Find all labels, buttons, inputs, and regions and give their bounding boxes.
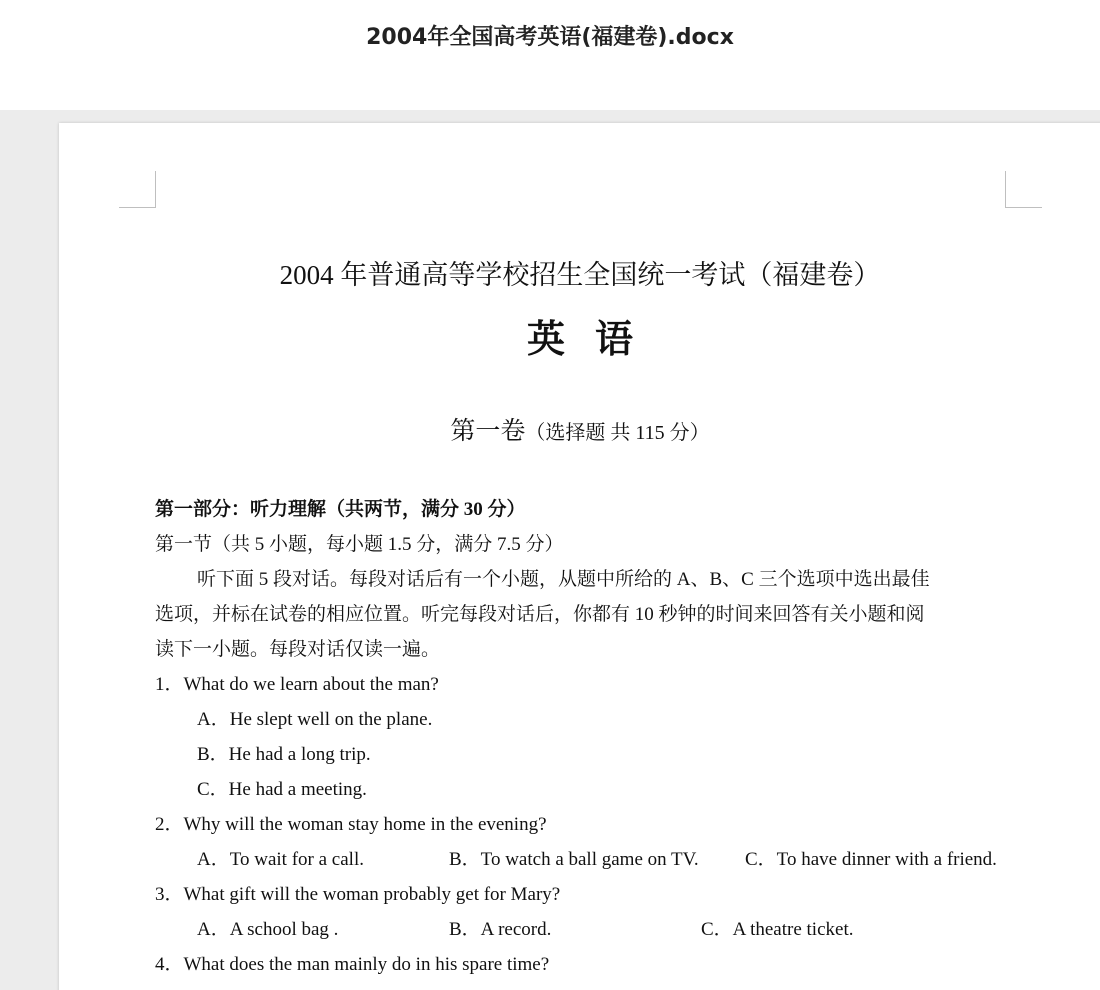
volume-heading bbox=[59, 411, 1100, 447]
question-2-option-c: C．To have dinner with a friend. bbox=[745, 849, 997, 870]
document-page bbox=[59, 123, 1100, 990]
document-viewer[interactable] bbox=[0, 110, 1100, 990]
question-1-option-b: B．He had a long trip. bbox=[197, 744, 371, 765]
question-3-option-c: C．A theatre ticket. bbox=[701, 919, 854, 940]
document-file-name: 2004年全国高考英语(福建卷).docx bbox=[366, 25, 734, 50]
question-3-option-b: B．A record. bbox=[449, 919, 552, 940]
question-2-stem: 2．Why will the woman stay home in the evening? bbox=[155, 814, 547, 835]
volume-note: （选择题 共 115 分） bbox=[525, 422, 710, 444]
question-3-stem: 3．What gift will the woman probably get for Mary? bbox=[155, 884, 561, 905]
section-heading: 第一节（共 5 小题，每小题 1.5 分，满分 7.5 分） bbox=[155, 534, 564, 555]
instructions-line-2: 选项，并标在试卷的相应位置。听完每段对话后，你都有 10 秒钟的时间来回答有关小题和阅 bbox=[155, 604, 925, 625]
instructions-line-1: 听下面 5 段对话。每段对话后有一个小题，从题中所给的 A、B、C 三个选项中选出最佳 bbox=[197, 569, 930, 590]
title-bar bbox=[0, 0, 1100, 110]
question-3-option-a: A．A school bag . bbox=[197, 919, 339, 940]
crop-mark-top-right bbox=[1005, 171, 1042, 208]
volume-label: 第一卷 bbox=[450, 418, 526, 445]
question-1-option-a: A．He slept well on the plane. bbox=[197, 709, 433, 730]
question-2-option-a: A．To wait for a call. bbox=[197, 849, 364, 870]
instructions-line-3: 读下一小题。每段对话仅读一遍。 bbox=[155, 639, 441, 660]
question-1-stem: 1．What do we learn about the man? bbox=[155, 674, 439, 695]
question-2-option-b: B．To watch a ball game on TV. bbox=[449, 849, 699, 870]
crop-mark-top-left bbox=[119, 171, 156, 208]
question-1-option-c: C．He had a meeting. bbox=[197, 779, 367, 800]
exam-title: 2004 年普通高等学校招生全国统一考试（福建卷） bbox=[279, 260, 881, 290]
exam-subject: 英语 bbox=[526, 319, 663, 361]
part-heading: 第一部分：听力理解（共两节，满分 30 分） bbox=[155, 499, 526, 520]
question-4-stem: 4．What does the man mainly do in his spare time? bbox=[155, 954, 550, 975]
